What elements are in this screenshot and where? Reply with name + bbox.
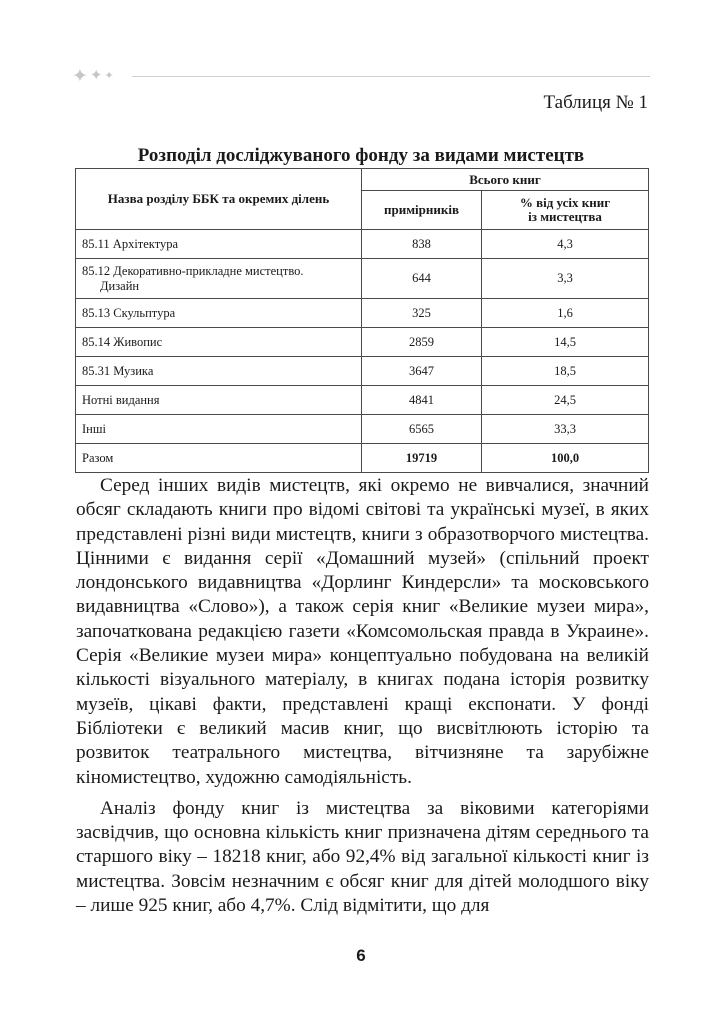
row-name-line1: 85.12 Декоративно-прикладне мистецтво. (82, 263, 304, 278)
table-row (76, 259, 649, 299)
column-group-header: Всього книг (362, 169, 649, 191)
table-title: Розподіл досліджуваного фонду за видами мистецтв (137, 145, 585, 166)
table-row (76, 357, 649, 386)
row-name: Інші (76, 415, 362, 444)
row-name: 85.31 Музика (76, 357, 362, 386)
body-text (76, 474, 649, 918)
table-row (76, 299, 649, 328)
column-header-copies: примірників (362, 191, 482, 230)
paragraph: Серед інших видів мистецтв, які окремо не вивчалися, значний обсяг складають книги про відомі світові та українські музеї, в яких представлені різні види мистецтв, книги з образотворчого мистецтва. Цінними є видання серії «Домашний музей» (спільний проект лондонського видавництва «Дорлинг Киндерсли» та московського видавництва «Слово»), а також серія книг «Великие музеи мира», започаткована редакцією газети «Комсомольская правда в Украине». Серія «Великие музеи мира» концептуально побудована на великій кількості візуального матеріалу, в книгах подана історія розвитку музеїв, цікаві факти, представлені кращі експонати. У фонді Бібліотеки є великий масив книг, що висвітлюють історію та розвиток театрального мистецтва, вітчизняне та зарубіжне кіномистецтво, художню самодіяльність. (76, 475, 649, 788)
page-number: 6 (356, 946, 366, 965)
row-name: 85.13 Скульптура (76, 299, 362, 328)
header-decoration (72, 66, 650, 86)
header-rule (132, 76, 650, 77)
row-copies: 19719 (362, 444, 482, 473)
row-copies: 2859 (362, 328, 482, 357)
row-copies: 325 (362, 299, 482, 328)
row-name (76, 259, 362, 299)
table-row (76, 386, 649, 415)
row-percent: 3,3 (482, 259, 649, 299)
row-percent: 33,3 (482, 415, 649, 444)
table-row (76, 415, 649, 444)
column-header-percent (482, 191, 649, 230)
row-copies: 4841 (362, 386, 482, 415)
row-copies: 6565 (362, 415, 482, 444)
star-icon: ✦ (72, 65, 88, 87)
percent-header-line1: % від усіх книг (519, 195, 611, 210)
row-percent: 14,5 (482, 328, 649, 357)
row-percent: 18,5 (482, 357, 649, 386)
row-name: Разом (76, 444, 362, 473)
row-copies: 3647 (362, 357, 482, 386)
row-copies: 838 (362, 230, 482, 259)
table-row (76, 328, 649, 357)
percent-header-line2: із мистецтва (528, 209, 602, 224)
row-copies: 644 (362, 259, 482, 299)
paragraph: Аналіз фонду книг із мистецтва за віковими категоріями засвідчив, що основна кількість книг призначена дітям середнього та старшого віку – 18218 книг, або 92,4% від загальної кількості книг із мистецтва. Зовсім незначним є обсяг книг для дітей молодшого віку – лише 925 книг, або 4,7%. Слід відмітити, що для (76, 797, 649, 917)
star-icon: ✦ (104, 69, 114, 82)
row-name: 85.14 Живопис (76, 328, 362, 357)
sparkle-stars-icon (72, 66, 114, 86)
column-header-name: Назва розділу ББК та окремих ділень (76, 169, 362, 230)
table-row-total (76, 444, 649, 473)
row-name: 85.11 Архітектура (76, 230, 362, 259)
row-percent: 24,5 (482, 386, 649, 415)
row-percent: 1,6 (482, 299, 649, 328)
table-row (76, 230, 649, 259)
fund-table (75, 168, 649, 473)
star-icon: ✦ (89, 67, 103, 84)
row-name: Нотні видання (76, 386, 362, 415)
row-percent: 4,3 (482, 230, 649, 259)
table-number: Таблиця № 1 (543, 92, 648, 113)
row-percent: 100,0 (482, 444, 649, 473)
row-name-line2: Дизайн (100, 278, 140, 293)
